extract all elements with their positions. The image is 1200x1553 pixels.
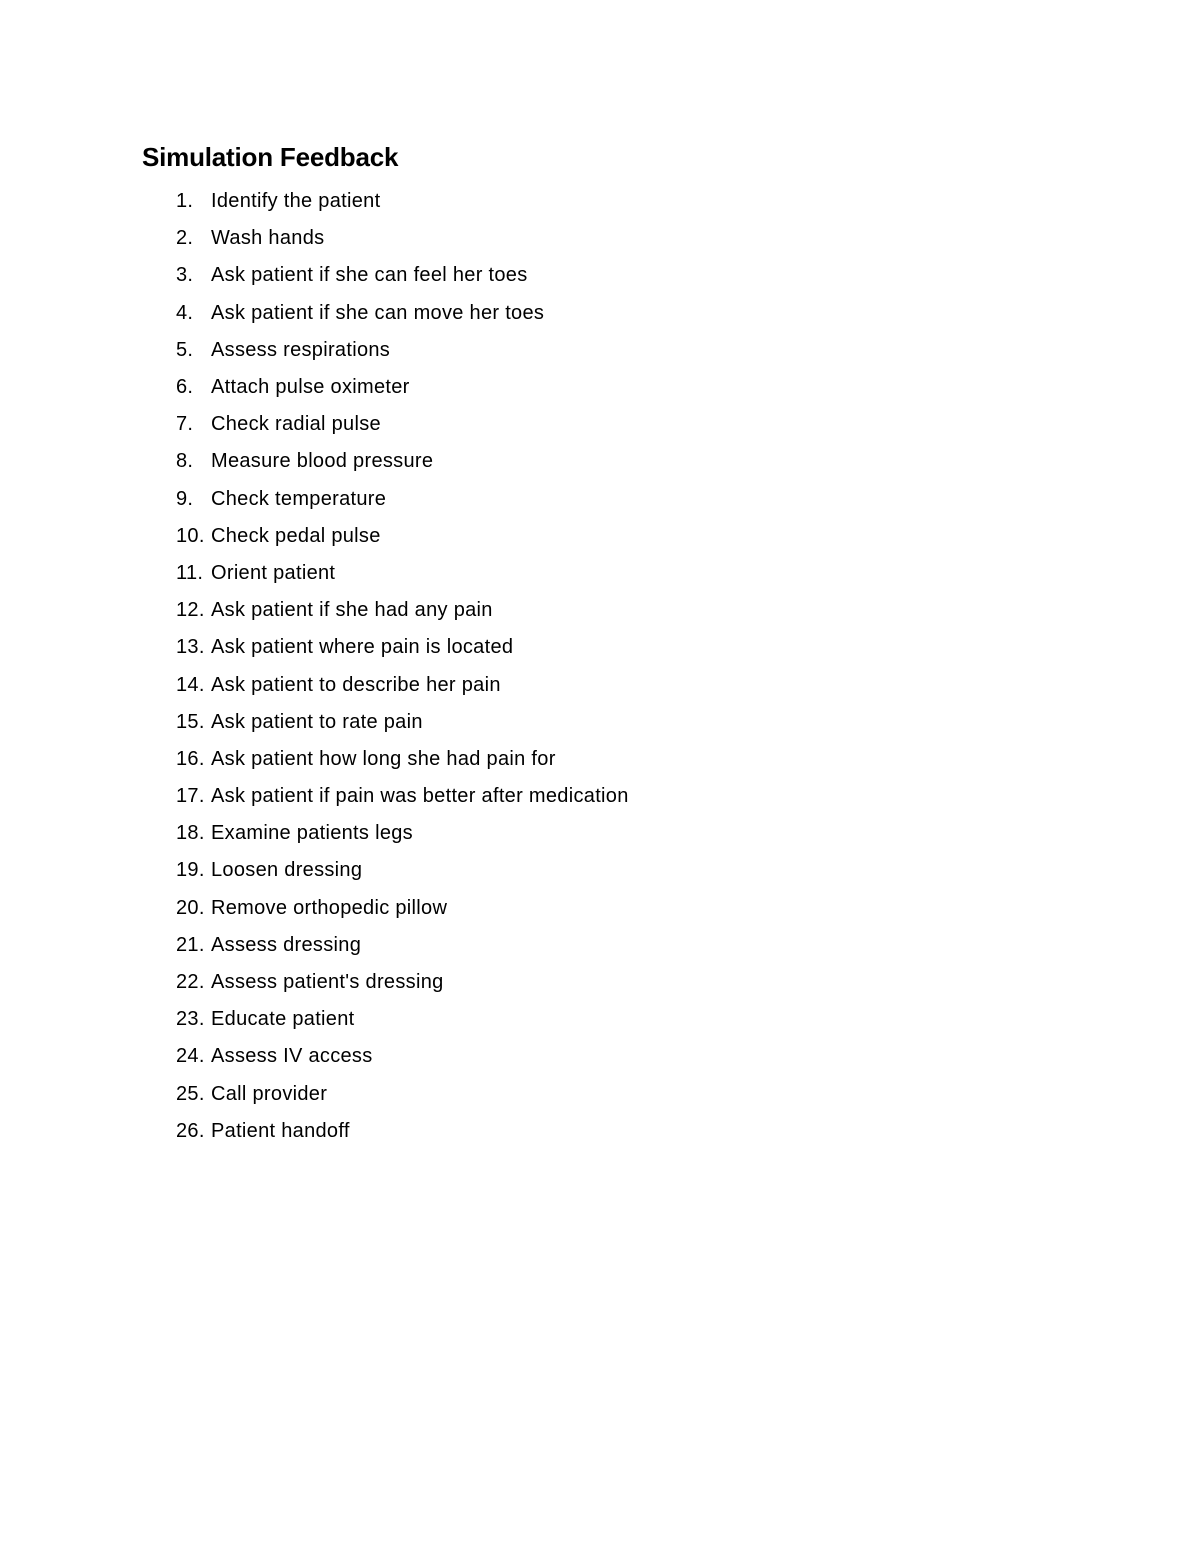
- list-item: [176, 778, 629, 815]
- list-item-text: Orient patient: [211, 561, 336, 584]
- list-item: [176, 481, 629, 518]
- list-item: [176, 295, 629, 332]
- list-item-number: 12.: [176, 599, 205, 622]
- list-item-number: 19.: [176, 859, 205, 882]
- list-item-text: Assess IV access: [211, 1045, 373, 1068]
- list-item-text: Call provider: [211, 1082, 328, 1105]
- list-item-text: Ask patient where pain is located: [211, 636, 514, 659]
- list-item-number: 20.: [176, 896, 205, 919]
- list-item-number: 8.: [176, 450, 194, 473]
- list-item-number: 5.: [176, 338, 194, 361]
- list-item-number: 1.: [176, 190, 194, 213]
- list-item-number: 15.: [176, 710, 205, 733]
- list-item: [176, 741, 629, 778]
- list-item-text: Patient handoff: [211, 1119, 350, 1142]
- list-item: [176, 666, 629, 703]
- list-item: [176, 369, 629, 406]
- list-item: [176, 220, 629, 257]
- list-item-text: Assess respirations: [211, 338, 391, 361]
- list-item-text: Assess patient's dressing: [211, 971, 444, 994]
- list-item-number: 18.: [176, 822, 205, 845]
- list-item-text: Check pedal pulse: [211, 524, 381, 547]
- list-item: [176, 332, 629, 369]
- list-item-text: Examine patients legs: [211, 822, 413, 845]
- list-item-number: 25.: [176, 1082, 205, 1105]
- list-item-text: Ask patient to rate pain: [211, 710, 423, 733]
- list-item: [176, 964, 629, 1001]
- list-item: [176, 1076, 629, 1113]
- list-item-text: Ask patient how long she had pain for: [211, 747, 556, 770]
- list-item-text: Ask patient if she can feel her toes: [211, 264, 528, 287]
- list-item: [176, 927, 629, 964]
- list-item-number: 6.: [176, 376, 194, 399]
- list-item-number: 14.: [176, 673, 205, 696]
- list-item: [176, 555, 629, 592]
- list-item-text: Ask patient to describe her pain: [211, 673, 501, 696]
- list-item: [176, 183, 629, 220]
- list-item-number: 9.: [176, 487, 194, 510]
- list-item: [176, 1038, 629, 1075]
- list-item: [176, 257, 629, 294]
- list-item-number: 24.: [176, 1045, 205, 1068]
- list-item-number: 11.: [176, 561, 204, 584]
- list-item: [176, 852, 629, 889]
- list-item-text: Attach pulse oximeter: [211, 376, 410, 399]
- list-item-text: Check radial pulse: [211, 413, 381, 436]
- list-item-number: 7.: [176, 413, 194, 436]
- list-item: [176, 1113, 629, 1150]
- list-item: [176, 704, 629, 741]
- list-item: [176, 1001, 629, 1038]
- list-item-number: 10.: [176, 524, 205, 547]
- list-item-text: Measure blood pressure: [211, 450, 434, 473]
- list-item-text: Educate patient: [211, 1008, 355, 1031]
- list-item-number: 13.: [176, 636, 205, 659]
- list-item: [176, 518, 629, 555]
- list-item-text: Remove orthopedic pillow: [211, 896, 448, 919]
- list-item-text: Check temperature: [211, 487, 387, 510]
- list-item-number: 26.: [176, 1119, 205, 1142]
- list-item-text: Loosen dressing: [211, 859, 363, 882]
- feedback-step-list: [176, 183, 629, 1150]
- list-item-text: Ask patient if pain was better after medication: [211, 785, 629, 808]
- list-item-text: Assess dressing: [211, 933, 362, 956]
- list-item-number: 17.: [176, 785, 205, 808]
- list-item-number: 23.: [176, 1008, 205, 1031]
- list-item-number: 21.: [176, 933, 205, 956]
- list-item: [176, 592, 629, 629]
- list-item-number: 16.: [176, 747, 205, 770]
- list-item: [176, 815, 629, 852]
- list-item: [176, 406, 629, 443]
- list-item-number: 4.: [176, 301, 194, 324]
- list-item: [176, 443, 629, 480]
- list-item-text: Identify the patient: [211, 190, 381, 213]
- list-item-number: 3.: [176, 264, 194, 287]
- document-title: Simulation Feedback: [142, 142, 399, 172]
- list-item: [176, 629, 629, 666]
- list-item-number: 2.: [176, 227, 194, 250]
- list-item-text: Ask patient if she had any pain: [211, 599, 493, 622]
- list-item-text: Ask patient if she can move her toes: [211, 301, 545, 324]
- list-item: [176, 890, 629, 927]
- list-item-number: 22.: [176, 971, 205, 994]
- list-item-text: Wash hands: [211, 227, 325, 250]
